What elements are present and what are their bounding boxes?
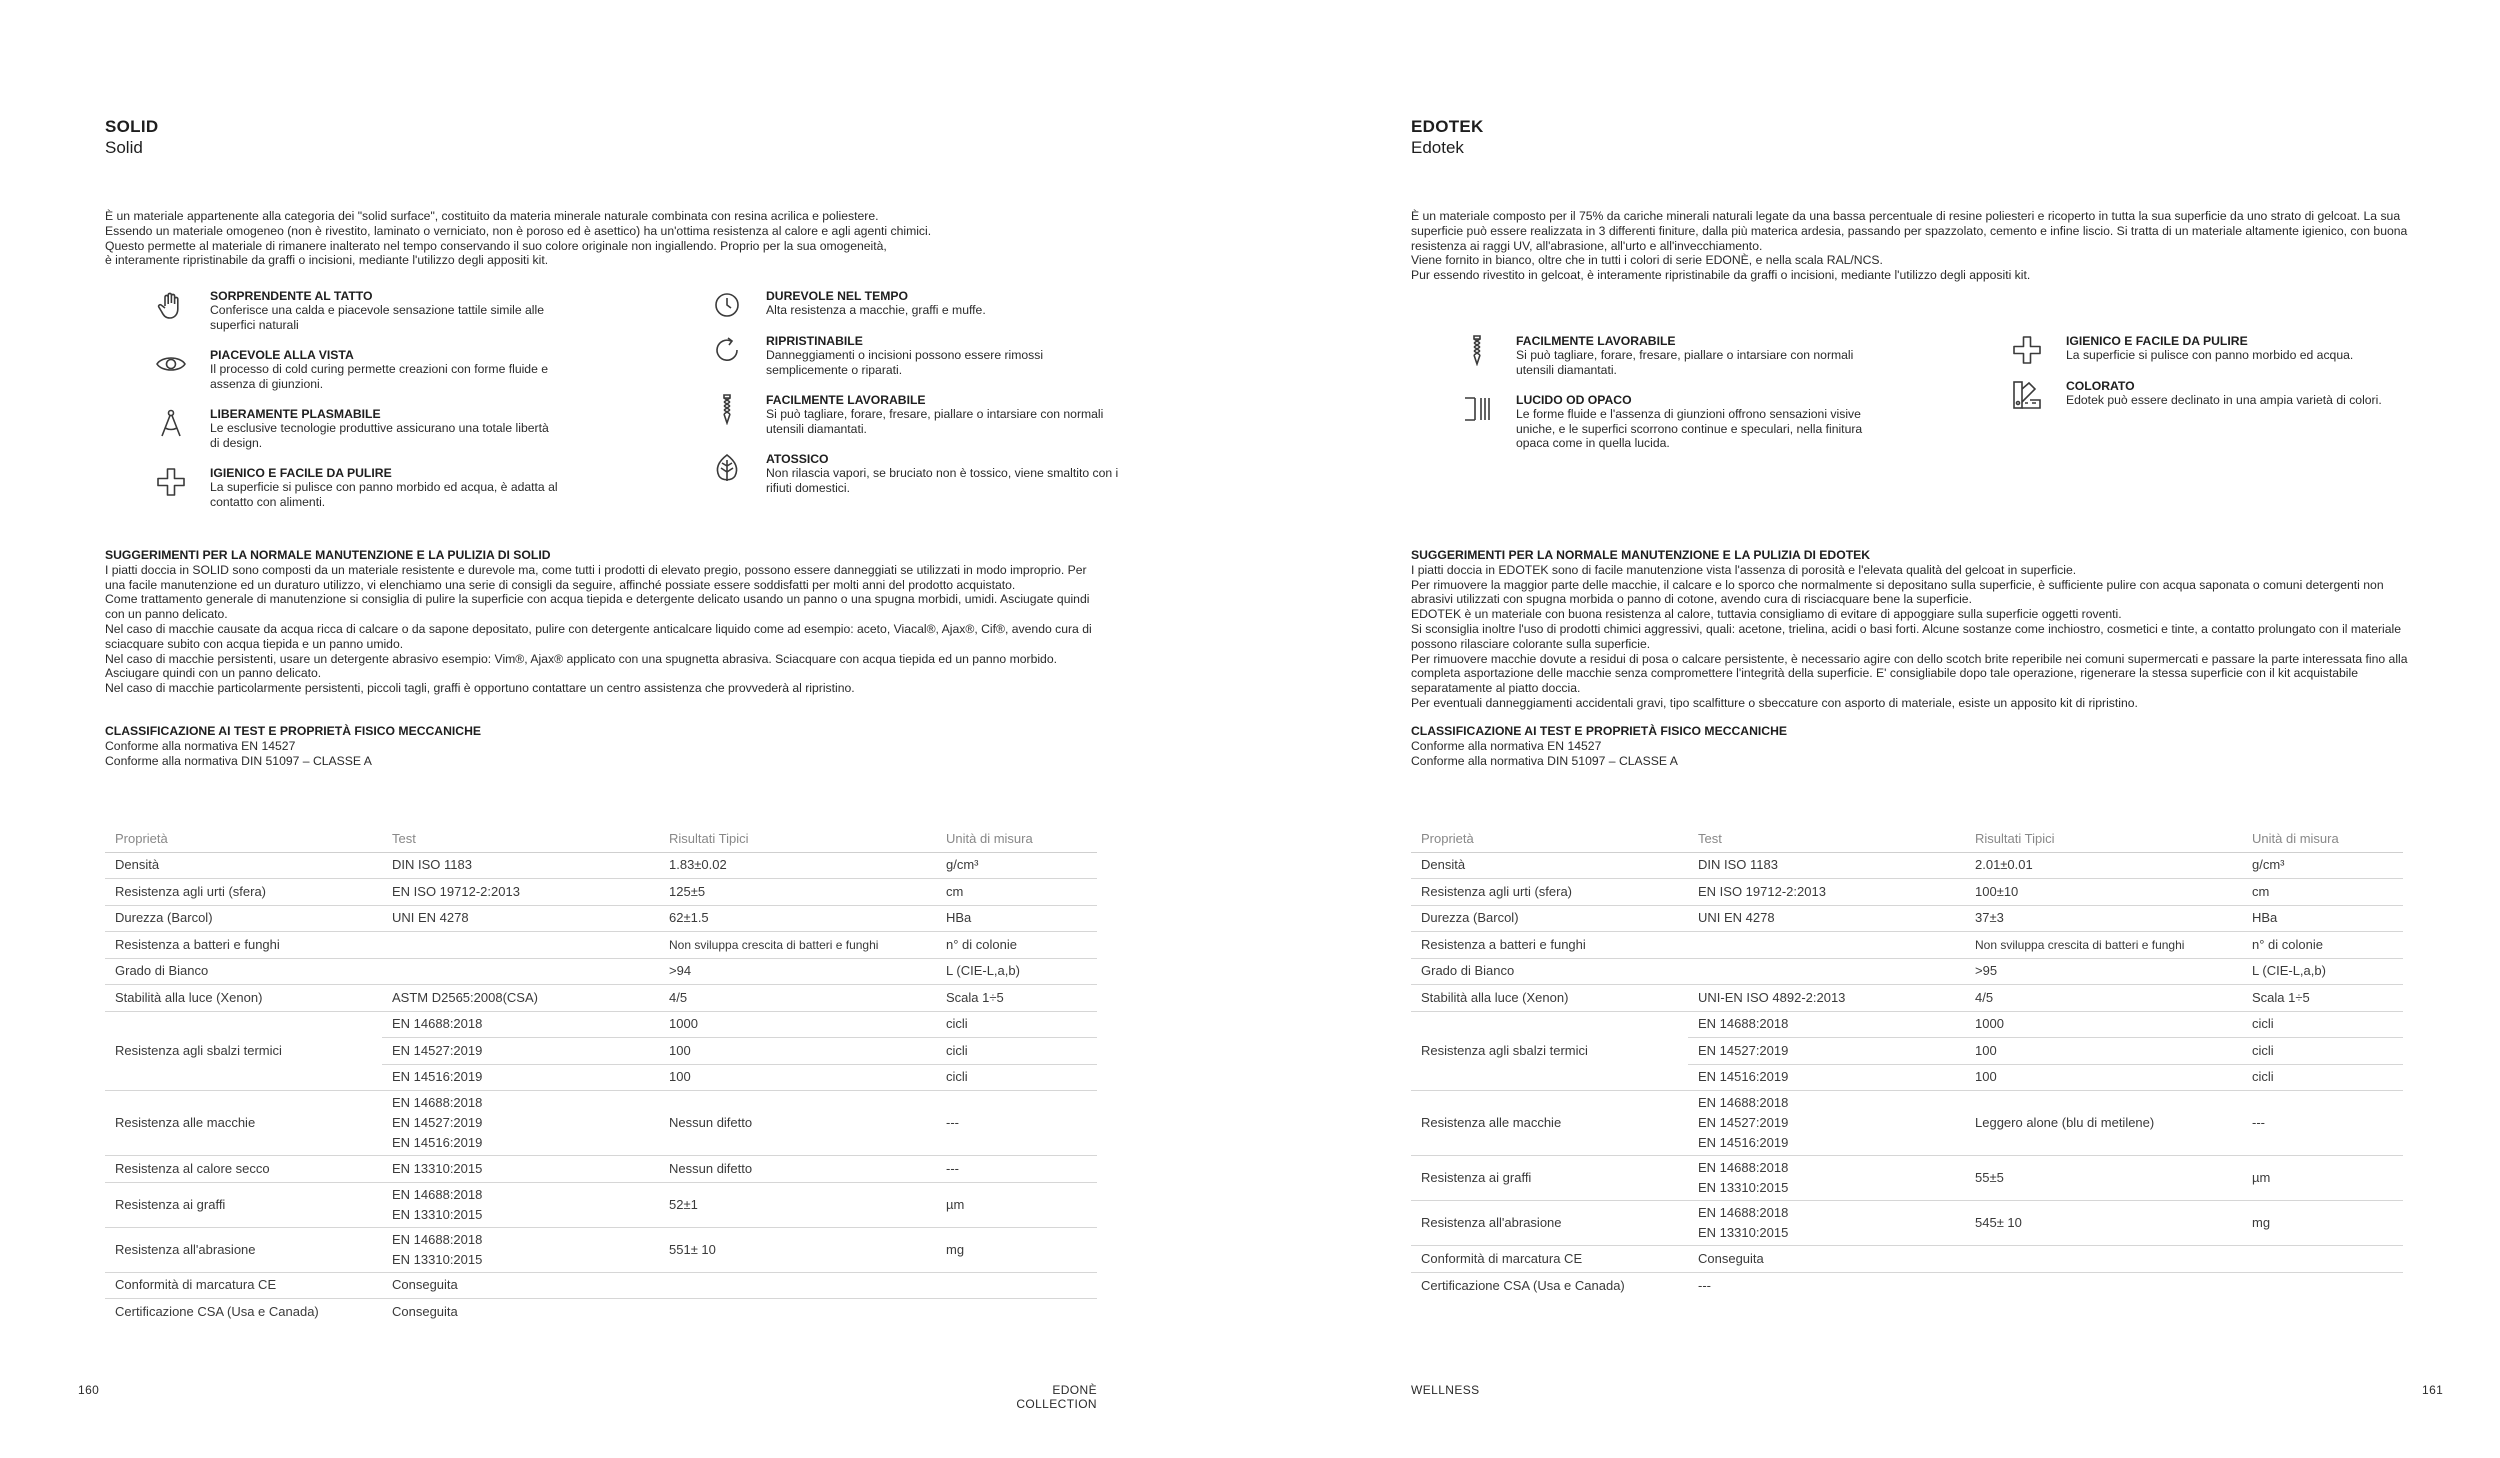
cell	[936, 1299, 1097, 1326]
cell	[1965, 1272, 2242, 1299]
cell	[382, 932, 659, 959]
intro-line: è interamente ripristinabile da graffi o incisioni, mediante l'utilizzo degli appositi kit.	[105, 253, 549, 268]
page-number: 160	[78, 1383, 100, 1397]
cell-line: EN 14688:2018	[392, 1095, 483, 1110]
table-row	[105, 852, 1097, 879]
cell: 100	[1965, 1064, 2242, 1091]
maintenance-section	[1411, 548, 2411, 711]
column-header: Unità di misura	[936, 826, 1097, 852]
table-row	[105, 1272, 1097, 1299]
column-header: Test	[382, 826, 659, 852]
column-header: Test	[1688, 826, 1965, 852]
cell	[1688, 932, 1965, 959]
table-row	[105, 879, 1097, 906]
cell	[1688, 958, 1965, 985]
cell: 37±3	[1965, 905, 2242, 932]
cell	[2242, 1246, 2403, 1273]
feature-description: La superficie si pulisce con panno morbido ed acqua, è adatta al contatto con alimenti.	[210, 480, 558, 509]
table-header-row	[1411, 826, 2403, 852]
column-header: Risultati Tipici	[659, 826, 936, 852]
cell-line: EN 14516:2019	[1698, 1135, 1789, 1150]
table-row	[1411, 1156, 2403, 1201]
cell: Densità	[105, 852, 382, 879]
tip-paragraph: I piatti doccia in SOLID sono composti da un materiale resistente e durevole ma, come tutti i prodotti di elevato pregio, possono essere danneggiati se utilizzati in modo improprio. Per una facile manutenzione ed un duraturo utilizzo, vi elenchiamo una serie di consigli da seguire, affinché possiate essere soddisfatti per molti anni del prodotto acquistato.	[105, 562, 1087, 592]
cell: Resistenza alle macchie	[1411, 1091, 1688, 1156]
cell: 1000	[659, 1011, 936, 1038]
feature-item	[710, 452, 1126, 495]
cell: Nessun difetto	[659, 1156, 936, 1183]
cell: Resistenza agli sbalzi termici	[1411, 1011, 1688, 1091]
cell: DIN ISO 1183	[382, 852, 659, 879]
cell: cicli	[2242, 1064, 2403, 1091]
cell: 55±5	[1965, 1156, 2242, 1201]
cell: Resistenza a batteri e funghi	[1411, 932, 1688, 959]
cell	[2242, 1272, 2403, 1299]
leaf-icon	[710, 452, 744, 484]
cell: n° di colonie	[2242, 932, 2403, 959]
right-page	[1250, 0, 2500, 1458]
cell: Conformità di marcatura CE	[105, 1272, 382, 1299]
table-row	[1411, 905, 2403, 932]
tip-paragraph: Per rimuovere macchie dovute a residui di posa o calcare persistente, è necessario agire con dello scotch brite reperibile nei comuni supermercati e passare la parte interessata fino alla completa asportazione delle macchie senza compromettere l'integrità della superficie. E' consigliabile dopo tale operazione, rigenerare la stessa superficie con il kit acquistabile separatamente al piatto doccia.	[1411, 651, 2408, 696]
feature-name: LIBERAMENTE PLASMABILE	[210, 407, 381, 421]
table-row	[105, 958, 1097, 985]
cell: 100±10	[1965, 879, 2242, 906]
cell: g/cm³	[2242, 852, 2403, 879]
tip-paragraph: I piatti doccia in EDOTEK sono di facile manutenzione vista l'assenza di porosità e l'elevata qualità del gelcoat in superficie.	[1411, 562, 2077, 577]
cell-line: EN 13310:2015	[1698, 1180, 1789, 1195]
feature-item	[2010, 334, 2426, 366]
intro-paragraph	[1411, 209, 2411, 283]
cell: mg	[2242, 1201, 2403, 1246]
intro-line: È un materiale appartenente alla categoria dei "solid surface", costituito da materia minerale naturale combinata con resina acrilica e poliestere.	[105, 209, 879, 223]
cell: EN 14688:2018	[382, 1011, 659, 1038]
cell: ---	[936, 1156, 1097, 1183]
cell: Resistenza al calore secco	[105, 1156, 382, 1183]
tip-paragraph: Per rimuovere la maggior parte delle macchie, il calcare e lo sporco che normalmente si depositano sulla superficie, è sufficiente pulire con acqua saponata o comuni detergenti non abrasivi utilizzati con spugna morbida o panno di cotone, avendo cura di risciacquare bene la superficie.	[1411, 577, 2384, 607]
footer-label: EDONÈ COLLECTION	[1016, 1383, 1097, 1411]
feature-name: FACILMENTE LAVORABILE	[766, 393, 926, 407]
cell: Resistenza alle macchie	[105, 1091, 382, 1156]
column-header: Unità di misura	[2242, 826, 2403, 852]
tip-paragraph: EDOTEK è un materiale con buona resistenza al calore, tuttavia consigliamo di evitare di appoggiare sulla superficie oggetti roventi.	[1411, 607, 2122, 622]
table-row	[1411, 985, 2403, 1012]
table-row	[105, 1011, 1097, 1038]
cell: Leggero alone (blu di metilene)	[1965, 1091, 2242, 1156]
cell: Conformità di marcatura CE	[1411, 1246, 1688, 1273]
page-title: SOLID	[105, 117, 159, 136]
cell: Non sviluppa crescita di batteri e funghi	[1965, 932, 2242, 959]
feature-description: La superficie si pulisce con panno morbido ed acqua.	[2066, 348, 2354, 362]
cell: Resistenza agli urti (sfera)	[105, 879, 382, 906]
cell-line: EN 13310:2015	[1698, 1225, 1789, 1240]
cell: mg	[936, 1227, 1097, 1272]
tip-paragraph: Nel caso di macchie persistenti, usare un detergente abrasivo esempio: Vim®, Ajax® applicato con una spugnetta abrasiva. Sciacquare con acqua tiepida ed un panno morbido. Asciugare quindi con un panno delicato.	[105, 651, 1058, 681]
cell: Non sviluppa crescita di batteri e funghi	[659, 932, 936, 959]
intro-line: È un materiale composto per il 75% da cariche minerali naturali legate da una bassa percentuale di resine poliesteri e ricoperto in tutta la sua superficie da uno strato di gelcoat. La sua superficie può essere realizzata in 3 differenti finiture, dalla più materica ardesia, passando per spazzolato, cemento e infine liscio. Si tratta di un materiale altamente igienico, con buona resistenza ai raggi UV, all'abrasione, all'urto e all'invecchiamento.	[1411, 209, 2408, 253]
cell: 1000	[1965, 1011, 2242, 1038]
feature-name: IGIENICO E FACILE DA PULIRE	[2066, 334, 2248, 348]
tip-paragraph: Si sconsiglia inoltre l'uso di prodotti chimici aggressivi, quali: acetone, trielina, acidi o basi forti. Alcune sostanze come inchiostro, cosmetici e tinte, a contatto prolungato con il materiale possono rilasciare colorante sulla superficie.	[1411, 621, 2402, 651]
cell-line: EN 14527:2019	[1698, 1115, 1789, 1130]
cross-icon	[2010, 334, 2044, 366]
cell-line: EN 14516:2019	[392, 1135, 483, 1150]
cell: ---	[2242, 1091, 2403, 1156]
cell-line: EN 14688:2018	[392, 1231, 483, 1247]
feature-name: FACILMENTE LAVORABILE	[1516, 334, 1676, 348]
cell: >95	[1965, 958, 2242, 985]
table-row	[1411, 1246, 2403, 1273]
intro-line: Essendo un materiale omogeneo (non è rivestito, laminato o verniciato, non è poroso ed è asettico) ha un'ottima resistenza al calore e agli agenti chimici.	[105, 223, 932, 238]
cell: L (CIE-L,a,b)	[2242, 958, 2403, 985]
table-row	[1411, 1011, 2403, 1038]
cell: Scala 1÷5	[2242, 985, 2403, 1012]
table-header-row	[105, 826, 1097, 852]
cell: UNI-EN ISO 4892-2:2013	[1688, 985, 1965, 1012]
cell: ASTM D2565:2008(CSA)	[382, 985, 659, 1012]
cell: µm	[2242, 1156, 2403, 1201]
cell: Scala 1÷5	[936, 985, 1097, 1012]
cell	[659, 1299, 936, 1326]
cell	[936, 1272, 1097, 1299]
feature-item	[154, 348, 560, 391]
table-row	[1411, 1201, 2403, 1246]
feature-item	[154, 289, 560, 332]
feature-description: Le esclusive tecnologie produttive assicurano una totale libertà di design.	[210, 421, 549, 450]
cell: DIN ISO 1183	[1688, 852, 1965, 879]
cell: EN 14527:2019	[382, 1038, 659, 1065]
cell: 100	[659, 1064, 936, 1091]
section-title: CLASSIFICAZIONE AI TEST E PROPRIETÀ FISICO MECCANICHE	[1411, 724, 1788, 738]
cell: Grado di Bianco	[105, 958, 382, 985]
cell: cicli	[936, 1038, 1097, 1065]
classification-section	[105, 724, 905, 768]
feature-item	[154, 407, 560, 450]
cell: UNI EN 4278	[1688, 905, 1965, 932]
feature-item	[154, 466, 560, 509]
section-title: SUGGERIMENTI PER LA NORMALE MANUTENZIONE E LA PULIZIA DI EDOTEK	[1411, 548, 1871, 562]
cell: cm	[936, 879, 1097, 906]
cell: ---	[1698, 1277, 1711, 1293]
table-row	[1411, 958, 2403, 985]
table-row	[105, 985, 1097, 1012]
table-row	[105, 1227, 1097, 1272]
cell-line: EN 13310:2015	[392, 1206, 483, 1222]
feature-name: DUREVOLE NEL TEMPO	[766, 289, 908, 303]
cell: 545± 10	[1965, 1201, 2242, 1246]
cell: Durezza (Barcol)	[105, 905, 382, 932]
intro-line: Questo permette al materiale di rimanere inalterato nel tempo conservando il suo colore originale non ingiallendo. Proprio per la sua omogeneità,	[105, 238, 887, 253]
cell: cicli	[2242, 1011, 2403, 1038]
properties-table	[105, 826, 1097, 1325]
page-title: EDOTEK	[1411, 117, 1484, 136]
compass-icon	[154, 407, 188, 439]
cell: µm	[936, 1182, 1097, 1227]
cell: Stabilità alla luce (Xenon)	[105, 985, 382, 1012]
cell	[659, 1272, 936, 1299]
tip-paragraph: Nel caso di macchie causate da acqua ricca di calcare o da sapone depositato, pulire con detergente anticalcare liquido come ad esempio: aceto, Viacal®, Ajax®, Cif®, avendo cura di sciacquare subito con acqua tiepida e un panno umido.	[105, 621, 1092, 651]
table-row	[105, 932, 1097, 959]
cell: 125±5	[659, 879, 936, 906]
classification-section	[1411, 724, 2211, 768]
feature-item	[1460, 393, 1866, 451]
feature-description: Il processo di cold curing permette creazioni con forme fluide e assenza di giunzioni.	[210, 362, 549, 391]
cell: Resistenza agli urti (sfera)	[1411, 879, 1688, 906]
clock-icon	[710, 289, 744, 321]
feature-description: Le forme fluide e l'assenza di giunzioni offrono sensazioni visive uniche, e le superfici scorrono continue e speculari, nella finitura opaca come in quella lucida.	[1516, 407, 1863, 450]
column-header: Proprietà	[1411, 826, 1688, 852]
cell: Resistenza agli sbalzi termici	[105, 1011, 382, 1091]
table-row	[1411, 879, 2403, 906]
feature-description: Danneggiamenti o incisioni possono essere rimossi semplicemente o riparati.	[766, 348, 1044, 377]
feature-item	[2010, 379, 2426, 411]
intro-paragraph	[105, 209, 1105, 268]
table-row	[105, 1091, 1097, 1156]
cell: 100	[659, 1038, 936, 1065]
cell: Durezza (Barcol)	[1411, 905, 1688, 932]
footer-label: WELLNESS	[1411, 1383, 1480, 1397]
cell: Stabilità alla luce (Xenon)	[1411, 985, 1688, 1012]
cell: cicli	[2242, 1038, 2403, 1065]
finish-icon	[1460, 393, 1494, 425]
feature-item	[1460, 334, 1866, 377]
page-number: 161	[2422, 1383, 2444, 1397]
feature-name: SORPRENDENTE AL TATTO	[210, 289, 373, 303]
drill-icon	[1460, 334, 1494, 366]
feature-item	[710, 334, 1126, 377]
cell	[1688, 1156, 1965, 1201]
table-row	[1411, 1272, 2403, 1299]
cell	[1688, 1091, 1965, 1156]
cell: EN ISO 19712-2:2013	[382, 879, 659, 906]
table-row	[1411, 1091, 2403, 1156]
intro-line: Pur essendo rivestito in gelcoat, è interamente ripristinabile da graffi o incisioni, mediante l'utilizzo degli appositi kit.	[1411, 268, 2031, 283]
cell: Resistenza all'abrasione	[105, 1227, 382, 1272]
cell: 4/5	[659, 985, 936, 1012]
feature-name: IGIENICO E FACILE DA PULIRE	[210, 466, 392, 480]
classification-line: Conforme alla normativa EN 14527	[105, 738, 296, 753]
column-header: Proprietà	[105, 826, 382, 852]
feature-description: Edotek può essere declinato in una ampia varietà di colori.	[2066, 393, 2382, 407]
section-title: SUGGERIMENTI PER LA NORMALE MANUTENZIONE E LA PULIZIA DI SOLID	[105, 548, 551, 562]
cell: Grado di Bianco	[1411, 958, 1688, 985]
intro-line: Viene fornito in bianco, oltre che in tutti i colori di serie EDONÈ, e nella scala RAL/NCS.	[1411, 253, 1883, 268]
column-header: Risultati Tipici	[1965, 826, 2242, 852]
cell	[1688, 1201, 1965, 1246]
feature-description: Si può tagliare, forare, fresare, piallare o intarsiare con normali utensili diamantati.	[1516, 348, 1854, 377]
cell: Conseguita	[1688, 1246, 1965, 1273]
hand-icon	[154, 289, 188, 321]
cell: ---	[936, 1091, 1097, 1156]
cell: g/cm³	[936, 852, 1097, 879]
tip-paragraph: Come trattamento generale di manutenzione si consiglia di pulire la superficie con acqua tiepida e detergente delicato usando un panno o una spugna morbidi, umidi. Asciugate quindi con un panno delicato.	[105, 592, 1090, 622]
page-subtitle: Edotek	[1411, 138, 1464, 157]
cell: Certificazione CSA (Usa e Canada)	[115, 1304, 319, 1319]
cell: HBa	[2242, 905, 2403, 932]
feature-name: LUCIDO OD OPACO	[1516, 393, 1632, 407]
feature-name: COLORATO	[2066, 379, 2135, 393]
cell: 4/5	[1965, 985, 2242, 1012]
cell: EN 14516:2019	[1688, 1064, 1965, 1091]
cell-line: EN 13310:2015	[392, 1251, 483, 1267]
refresh-icon	[710, 334, 744, 366]
cell: Certificazione CSA (Usa e Canada)	[1421, 1277, 1625, 1293]
cell: 551± 10	[659, 1227, 936, 1272]
cell: EN 14688:2018	[1688, 1011, 1965, 1038]
table-row	[1411, 852, 2403, 879]
tip-paragraph: Nel caso di macchie particolarmente persistenti, piccoli tagli, graffi è opportuno contattare un centro assistenza che provvederà al ripristino.	[105, 681, 855, 696]
cell	[382, 1091, 659, 1156]
classification-line: Conforme alla normativa DIN 51097 – CLASSE A	[105, 753, 372, 768]
cell: 1.83±0.02	[659, 852, 936, 879]
cell: n° di colonie	[936, 932, 1097, 959]
cell: 2.01±0.01	[1965, 852, 2242, 879]
table-row	[105, 905, 1097, 932]
cell: 62±1.5	[659, 905, 936, 932]
cell-line: EN 14688:2018	[392, 1186, 483, 1202]
cell	[382, 1182, 659, 1227]
classification-line: Conforme alla normativa DIN 51097 – CLASSE A	[1411, 753, 1678, 768]
cell: Resistenza ai graffi	[105, 1182, 382, 1227]
table-row	[105, 1156, 1097, 1183]
cell: EN 14527:2019	[1688, 1038, 1965, 1065]
cell-line: EN 14688:2018	[1698, 1095, 1789, 1110]
cell: 52±1	[659, 1182, 936, 1227]
feature-name: ATOSSICO	[766, 452, 829, 466]
tip-paragraph: Per eventuali danneggiamenti accidentali gravi, tipo scalfitture o sbeccature con asporto di materiale, esiste un apposito kit di ripristino.	[1411, 695, 2138, 710]
cell: Resistenza ai graffi	[1411, 1156, 1688, 1201]
cell: >94	[659, 958, 936, 985]
feature-item	[710, 393, 1126, 436]
properties-table	[1411, 826, 2403, 1299]
cell: Densità	[1411, 852, 1688, 879]
cell	[1965, 1246, 2242, 1273]
feature-item	[710, 289, 1126, 321]
cell	[382, 1227, 659, 1272]
cell-line: EN 14688:2018	[1698, 1160, 1789, 1175]
feature-name: RIPRISTINABILE	[766, 334, 863, 348]
cell: UNI EN 4278	[382, 905, 659, 932]
table-row	[105, 1182, 1097, 1227]
eye-icon	[154, 348, 188, 380]
cross-icon	[154, 466, 188, 498]
cell: cicli	[936, 1011, 1097, 1038]
drill-icon	[710, 393, 744, 425]
page-subtitle: Solid	[105, 138, 143, 157]
cell-line: EN 14688:2018	[1698, 1205, 1789, 1220]
maintenance-section	[105, 548, 1105, 696]
section-title: CLASSIFICAZIONE AI TEST E PROPRIETÀ FISICO MECCANICHE	[105, 724, 482, 738]
feature-description: Alta resistenza a macchie, graffi e muffe.	[766, 303, 986, 317]
table-row	[105, 1299, 1097, 1326]
cell: Nessun difetto	[659, 1091, 936, 1156]
cell: Resistenza a batteri e funghi	[105, 932, 382, 959]
feature-description: Conferisce una calda e piacevole sensazione tattile simile alle superfici naturali	[210, 303, 544, 332]
cell-line: EN 14527:2019	[392, 1115, 483, 1130]
feature-name: PIACEVOLE ALLA VISTA	[210, 348, 354, 362]
cell: L (CIE-L,a,b)	[936, 958, 1097, 985]
cell: cm	[2242, 879, 2403, 906]
cell: Conseguita	[382, 1272, 659, 1299]
cell: cicli	[936, 1064, 1097, 1091]
feature-description: Non rilascia vapori, se bruciato non è tossico, viene smaltito con i rifiuti domestici.	[766, 466, 1119, 495]
classification-line: Conforme alla normativa EN 14527	[1411, 738, 1602, 753]
cell: Conseguita	[392, 1304, 458, 1319]
feature-description: Si può tagliare, forare, fresare, piallare o intarsiare con normali utensili diamantati.	[766, 407, 1104, 436]
cell: Resistenza all'abrasione	[1411, 1201, 1688, 1246]
cell: EN 14516:2019	[382, 1064, 659, 1091]
table-row	[1411, 932, 2403, 959]
cell: EN 13310:2015	[382, 1156, 659, 1183]
cell: EN ISO 19712-2:2013	[1688, 879, 1965, 906]
cell: 100	[1965, 1038, 2242, 1065]
swatch-icon	[2010, 379, 2044, 411]
cell	[382, 958, 659, 985]
cell: HBa	[936, 905, 1097, 932]
